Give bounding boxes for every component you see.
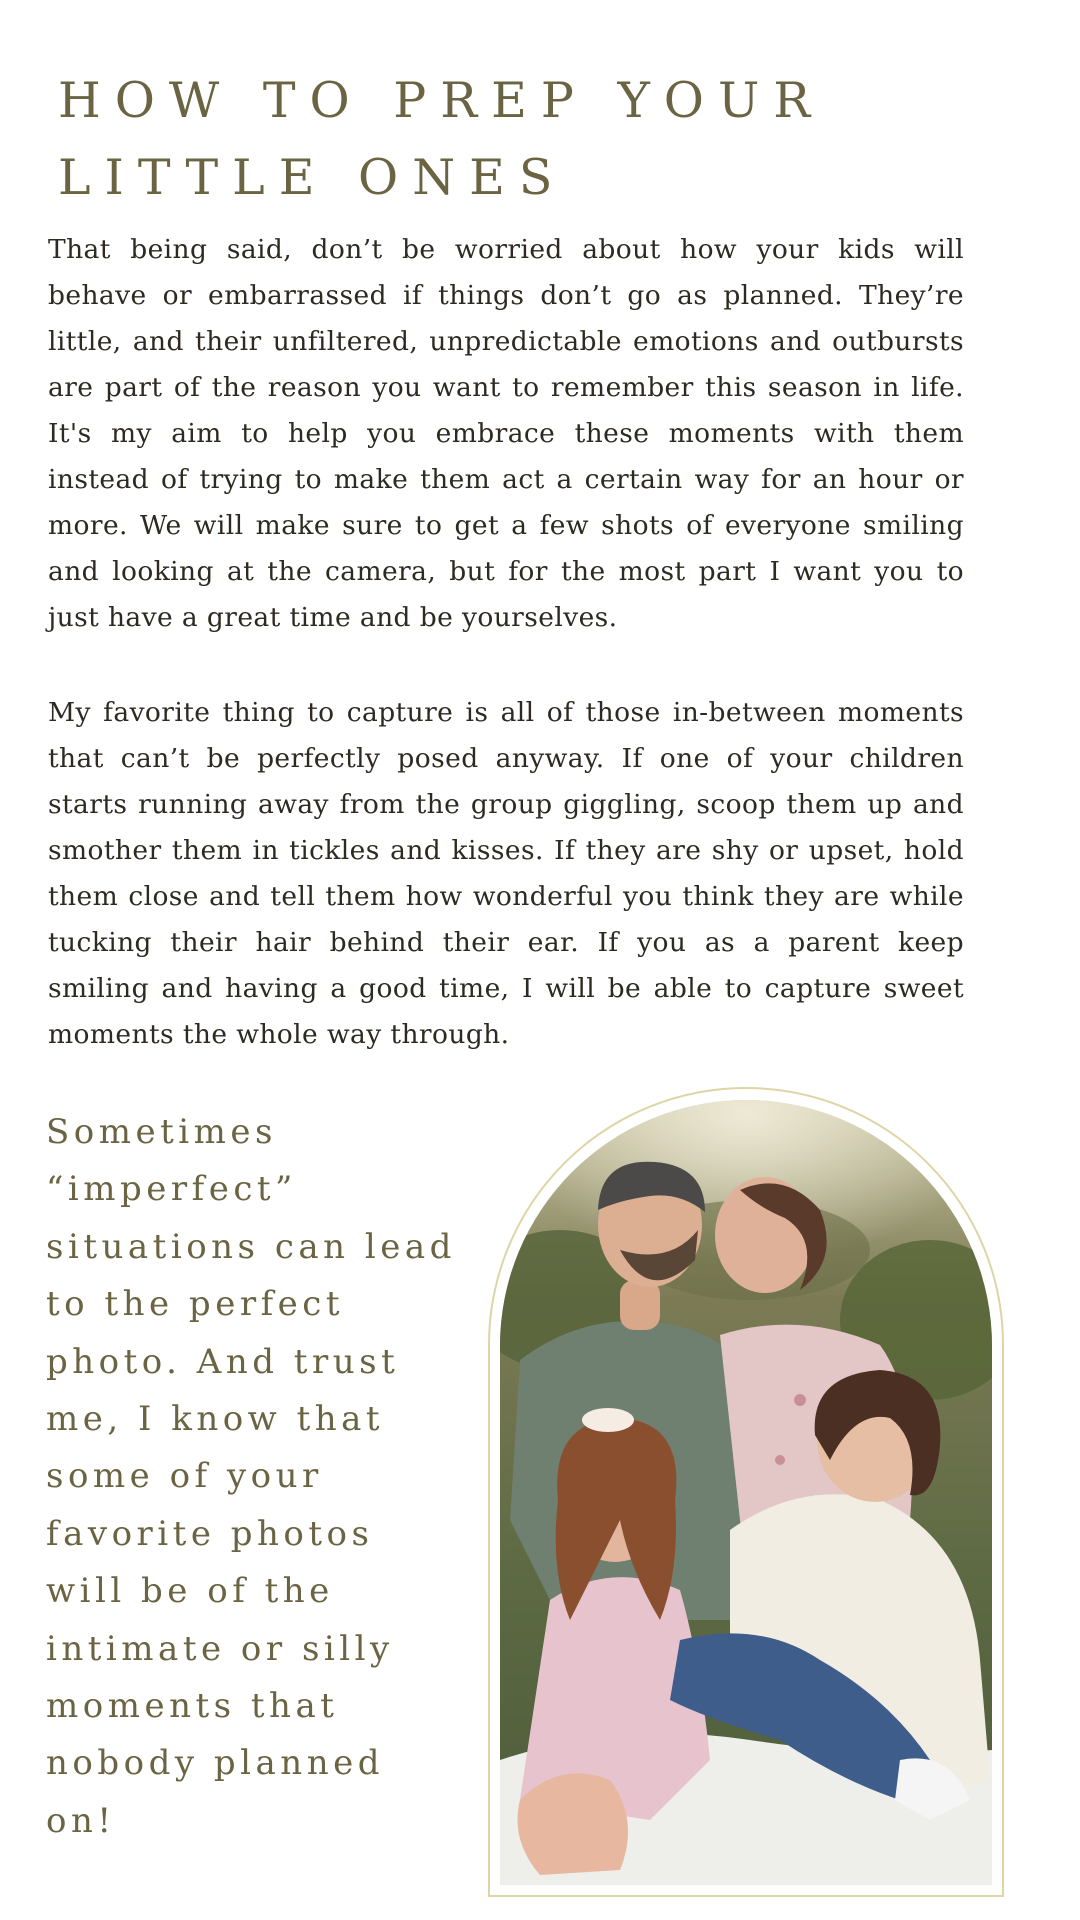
hair-bow xyxy=(582,1408,634,1432)
page-title: HOW TO PREP YOUR LITTLE ONES xyxy=(58,72,825,206)
body-paragraph-2: My favorite thing to capture is all of those in-between moments that can’t be perfectly posed anyway. If one of your children starts running away from the group giggling, scoop them up and smother them in tickles and kisses. If they are shy or upset, hold them close and tell them how wonderful you think they are while tucking their hair behind their ear. If you as a parent keep smiling and having a good time, I will be able to capture sweet moments the whole way through. xyxy=(48,697,964,1050)
girl-legs xyxy=(518,1773,629,1875)
dad-neck xyxy=(620,1280,660,1330)
family-photo-illustration xyxy=(500,1100,992,1885)
mom-top-pattern xyxy=(794,1394,806,1406)
family-photo xyxy=(500,1100,992,1885)
body-paragraph-1: That being said, don’t be worried about how your kids will behave or embarrassed if things don’t go as planned. They’re little, and their unfiltered, unpredictable emotions and outbursts are part of the reason you want to remember this season in life. It's my aim to help you embrace these moments with them instead of trying to make them act a certain way for an hour or more. We will make sure to get a few shots of everyone smiling and looking at the camera, but for the most part I want you to just have a great time and be yourselves. xyxy=(48,234,964,633)
pull-quote: Sometimes “imperfect” situations can lead to the perfect photo. And trust me, I know that some of your favorite photos will be of the intimate or silly moments that nobody planned on! xyxy=(46,1112,456,1841)
mom-top-pattern xyxy=(775,1455,785,1465)
